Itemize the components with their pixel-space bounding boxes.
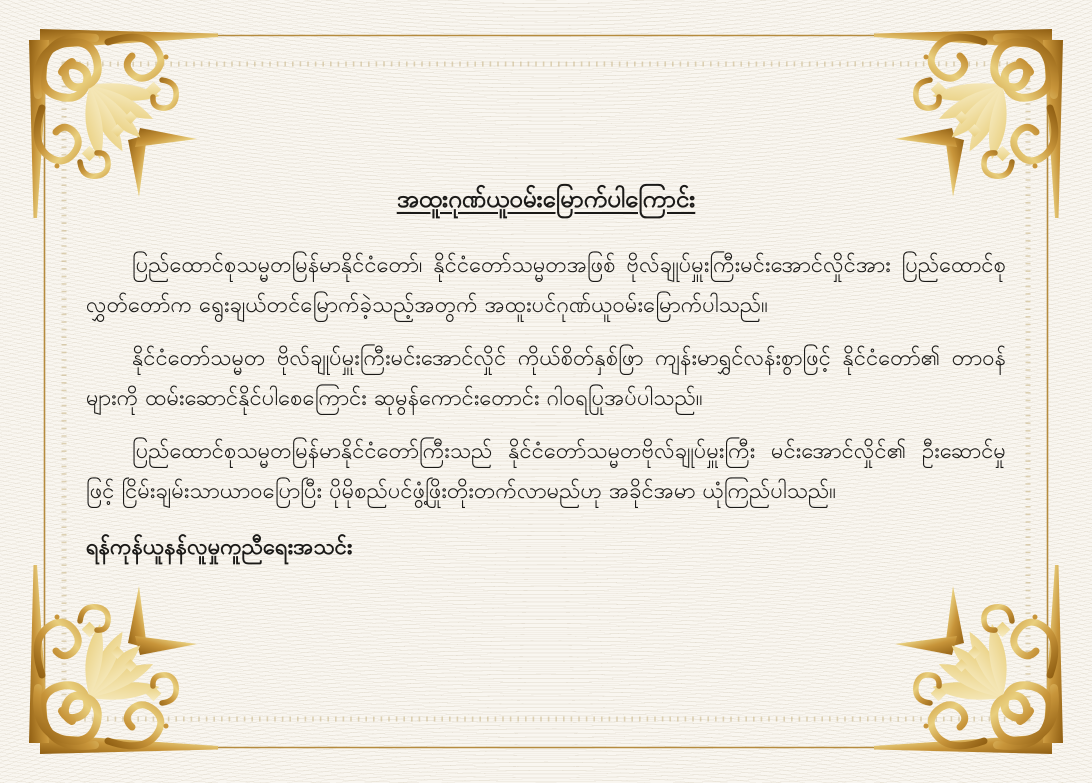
corner-flourish-bottom-left-icon (29, 565, 218, 754)
certificate-body (86, 182, 1006, 568)
paragraph-well-wishes: နိုင်ငံတော်သမ္မတ ဗိုလ်ချုပ်မှူးကြီးမင်းအောင်လှိုင် ကိုယ်စိတ်နှစ်ဖြာ ကျန်းမာရွှင်လန်းစွာဖြင့် နိုင်ငံတော်၏ တာဝန်များကို ထမ်းဆောင်နိုင်ပါစေကြောင်း ဆုမွန်ကောင်းတောင်း ဂါဝရပြုအပ်ပါသည်။ (86, 346, 1006, 411)
paragraph-belief: ပြည်ထောင်စုသမ္မတမြန်မာနိုင်ငံတော်ကြီးသည် နိုင်ငံတော်သမ္မတဗိုလ်ချုပ်မှူးကြီး မင်းအောင်လှိုင်၏ ဦးဆောင်မှုဖြင့် ငြိမ်းချမ်းသာယာဝပြောပြီး ပိုမိုစည်ပင်ဖွံ့ဖြိုးတိုးတက်လာမည်ဟု အခိုင်အမာ ယုံကြည်ပါသည်။ (86, 439, 1006, 504)
certificate-title: အထူးဂုဏ်ယူဝမ်းမြောက်ပါကြောင်း (396, 185, 696, 213)
signature-line: ရန်ကုန်ယူနန်လူမှုကူညီရေးအသင်း (86, 535, 353, 560)
corner-flourish-bottom-right-icon (874, 565, 1063, 754)
paragraph-congratulation: ပြည်ထောင်စုသမ္မတမြန်မာနိုင်ငံတော်၊ နိုင်ငံတော်သမ္မတအဖြစ် ဗိုလ်ချုပ်မှူးကြီးမင်းအောင်လှိုင်အား ပြည်ထောင်စုလွှတ်တော်က ရွေးချယ်တင်မြောက်ခဲ့သည့်အတွက် အထူးပင်ဂုဏ်ယူဝမ်းမြောက်ပါသည်။ (86, 253, 1006, 318)
